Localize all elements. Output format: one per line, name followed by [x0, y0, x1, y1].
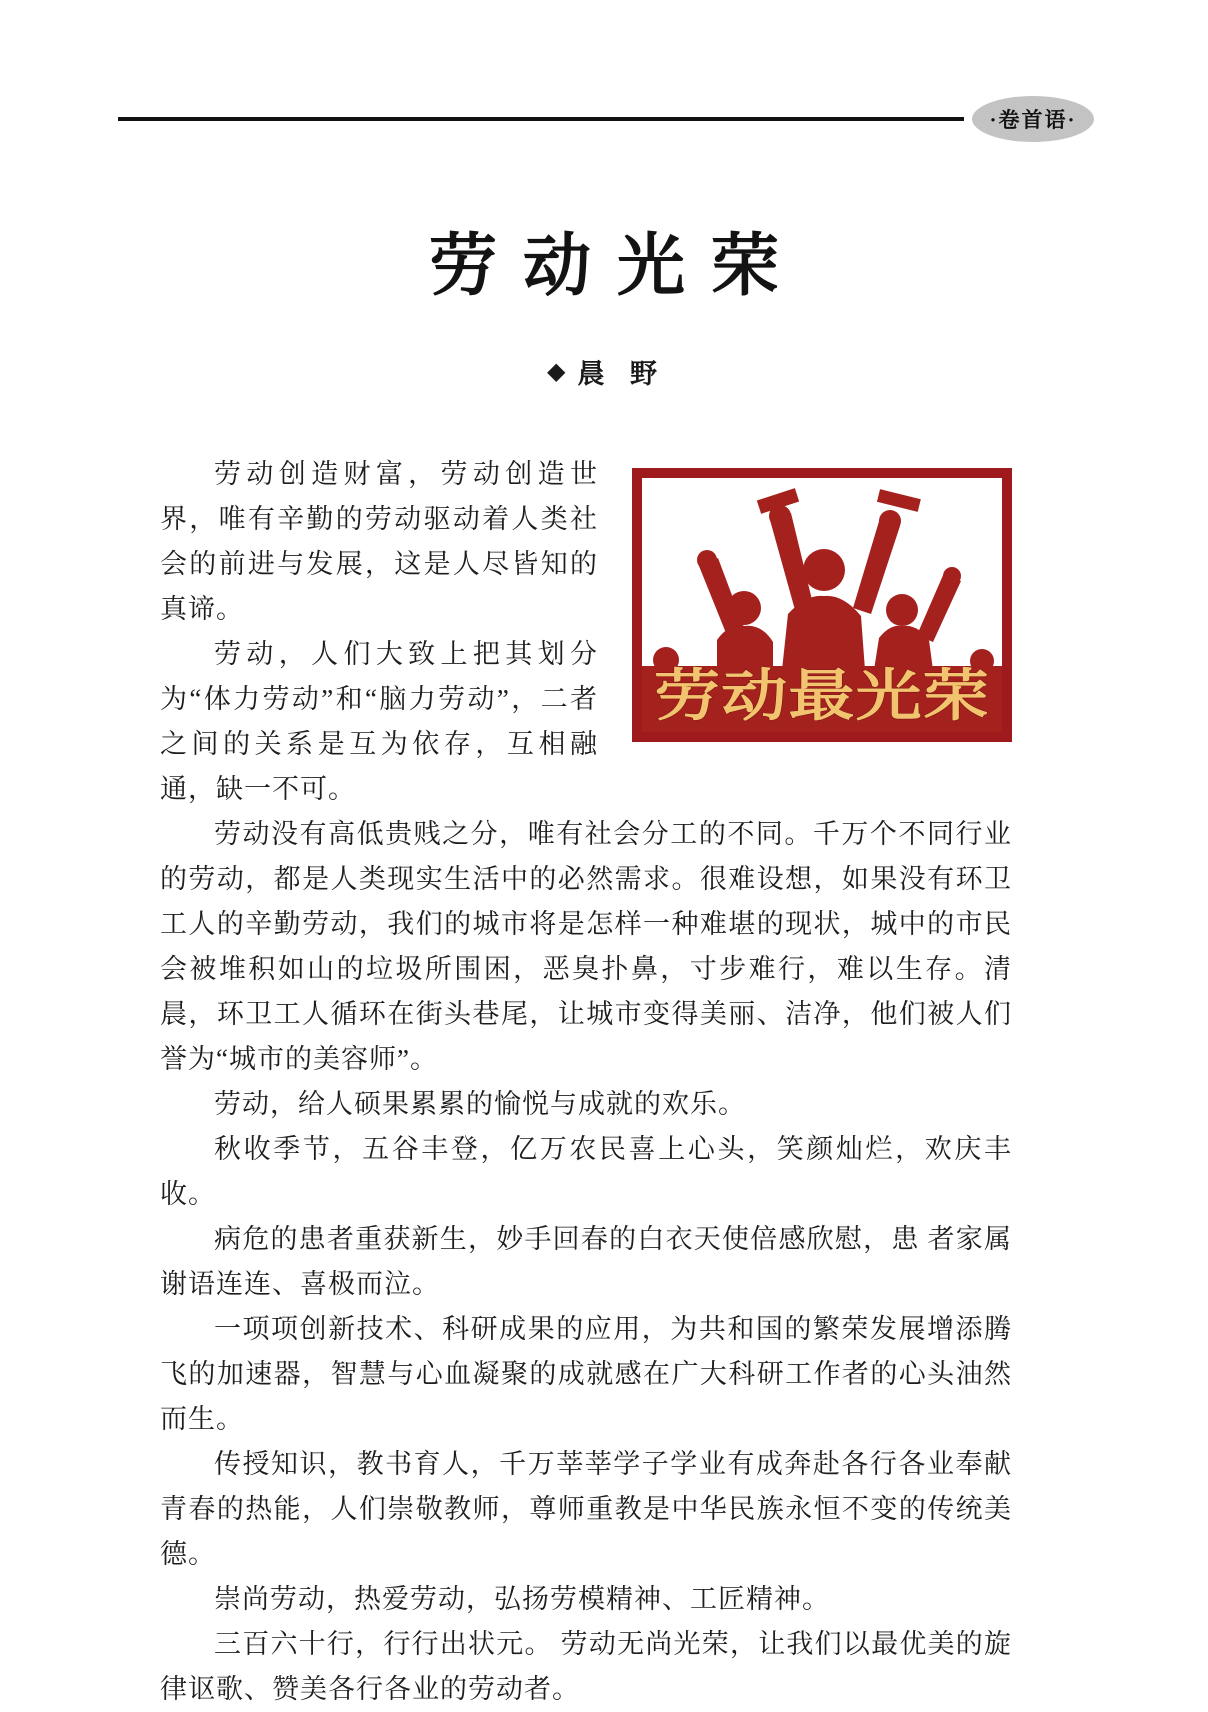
poster-caption: 劳动最光荣: [654, 664, 990, 727]
paragraph: 劳动，人们大致上把其划分为“体力劳动”和“脑力劳动”，二者之间的关系是互为依存，互相融通，缺一不可。: [160, 639, 598, 804]
paragraph: 崇尚劳动，热爱劳动，弘扬劳模精神、工匠精神。: [214, 1584, 830, 1614]
poster-figures-illustration: [632, 468, 1012, 742]
paragraph: 劳动，给人硕果累累的愉悦与成就的欢乐。: [214, 1089, 746, 1119]
section-badge-label: ·卷首语·: [989, 108, 1077, 132]
paragraph: 病危的患者重获新生，妙手回春的白衣天使倍感欣慰，患 者家属谢语连连、喜极而泣。: [160, 1224, 1012, 1299]
header-rule: [118, 117, 964, 121]
paragraph: 劳动没有高低贵贱之分，唯有社会分工的不同。千万个不同行业的劳动，都是人类现实生活中的必然需求。很难设想，如果没有环卫工人的辛勤劳动，我们的城市将是怎样一种难堪的现状，城中的市民会被堆积如山的垃圾所围困，恶臭扑鼻，寸步难行，难以生存。清晨，环卫工人循环在街头巷尾，让城市变得美丽、洁净，他们被人们誉为“城市的美容师”。: [160, 819, 1012, 1074]
paragraph: 一项项创新技术、科研成果的应用，为共和国的繁荣发展增添腾飞的加速器，智慧与心血凝聚的成就感在广大科研工作者的心头油然而生。: [160, 1314, 1012, 1434]
byline: [0, 352, 1208, 391]
paragraph: 传授知识，教书育人，千万莘莘学子学业有成奔赴各行各业奉献青春的热能，人们崇敬教师，尊师重教是中华民族永恒不变的传统美德。: [160, 1449, 1012, 1569]
paragraph: 三百六十行，行行出状元。 劳动无尚光荣，让我们以最优美的旋律讴歌、赞美各行各业的劳动者。: [160, 1629, 1012, 1704]
diamond-marker-icon: ◆: [547, 358, 566, 385]
article-title: 劳动光荣: [428, 228, 805, 304]
paragraph: 秋收季节，五谷丰登，亿万农民喜上心头，笑颜灿烂，欢庆丰收。: [160, 1134, 1012, 1209]
section-badge: [972, 96, 1094, 142]
article-body: [160, 452, 1012, 1712]
poster-image: [632, 468, 1012, 742]
author-name: 晨 野: [577, 359, 661, 389]
paragraph: 劳动创造财富，劳动创造世界，唯有辛勤的劳动驱动着人类社会的前进与发展，这是人尽皆知的真谛。: [160, 459, 598, 624]
